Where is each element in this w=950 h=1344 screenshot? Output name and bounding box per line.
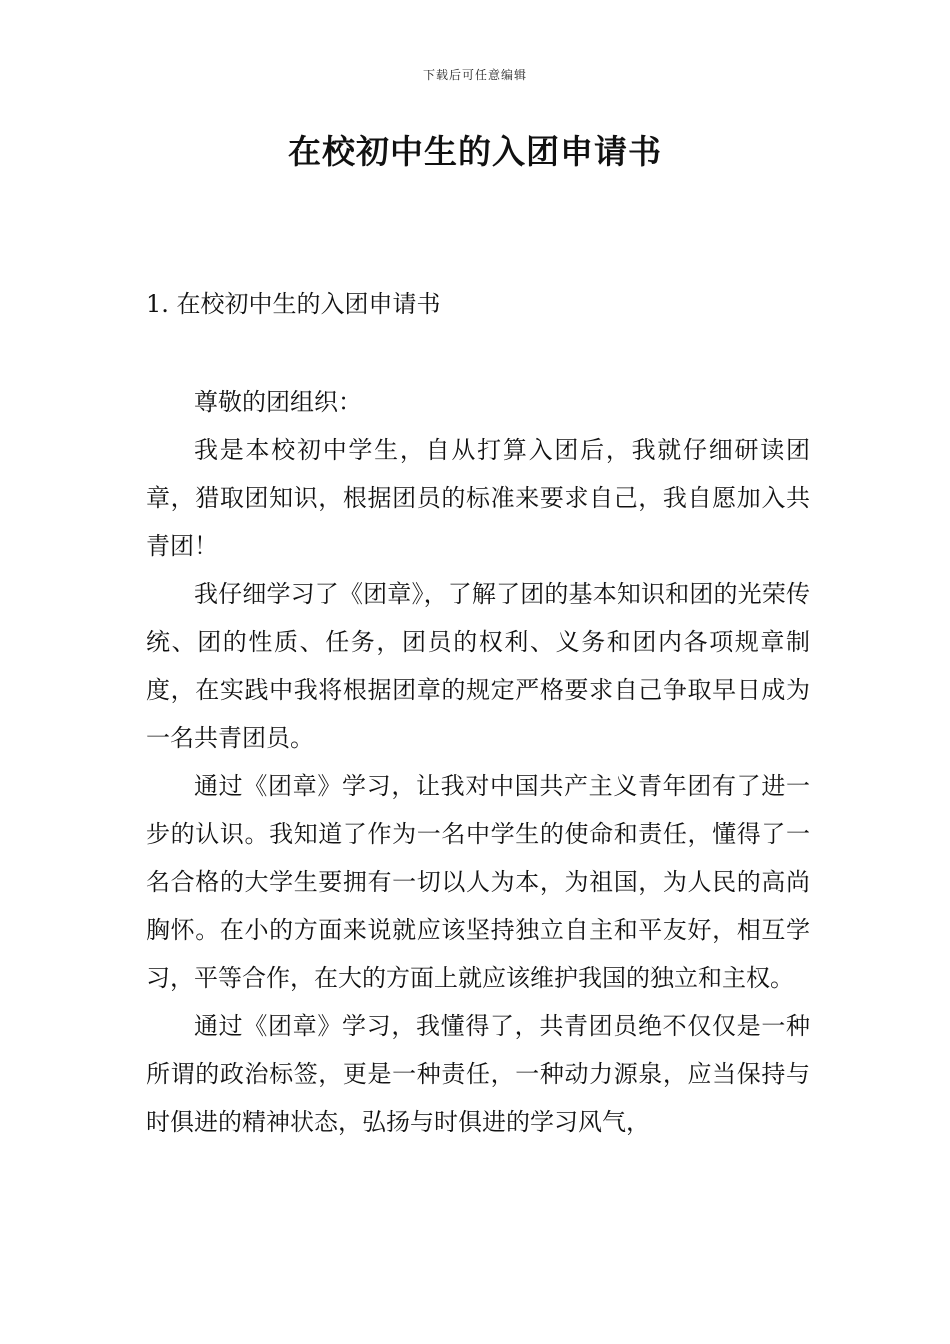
section-heading: 1. 在校初中生的入团申请书 <box>146 290 441 318</box>
paragraph: 我是本校初中学生，自从打算入团后，我就仔细研读团章，猎取团知识，根据团员的标准来要求自己，我自愿加入共青团！ <box>146 436 810 560</box>
paragraph: 通过《团章》学习，让我对中国共产主义青年团有了进一步的认识。我知道了作为一名中学生的使命和责任，懂得了一名合格的大学生要拥有一切以人为本，为祖国，为人民的高尚胸怀。在小的方面来说就应该坚持独立自主和平友好，相互学习，平等合作，在大的方面上就应该维护我国的独立和主权。 <box>146 772 810 992</box>
header-note: 下载后可任意编辑 <box>422 68 527 82</box>
salutation: 尊敬的团组织： <box>194 388 362 416</box>
document-title: 在校初中生的入团申请书 <box>288 132 662 171</box>
paragraph: 我仔细学习了《团章》，了解了团的基本知识和团的光荣传统、团的性质、任务，团员的权利、义务和团内各项规章制度，在实践中我将根据团章的规定严格要求自己争取早日成为一名共青团员。 <box>146 580 810 752</box>
paragraph: 通过《团章》学习，我懂得了，共青团员绝不仅仅是一种所谓的政治标签，更是一种责任，一种动力源泉，应当保持与时俱进的精神状态，弘扬与时俱进的学习风气， <box>146 1012 810 1136</box>
document-body <box>146 378 810 1146</box>
